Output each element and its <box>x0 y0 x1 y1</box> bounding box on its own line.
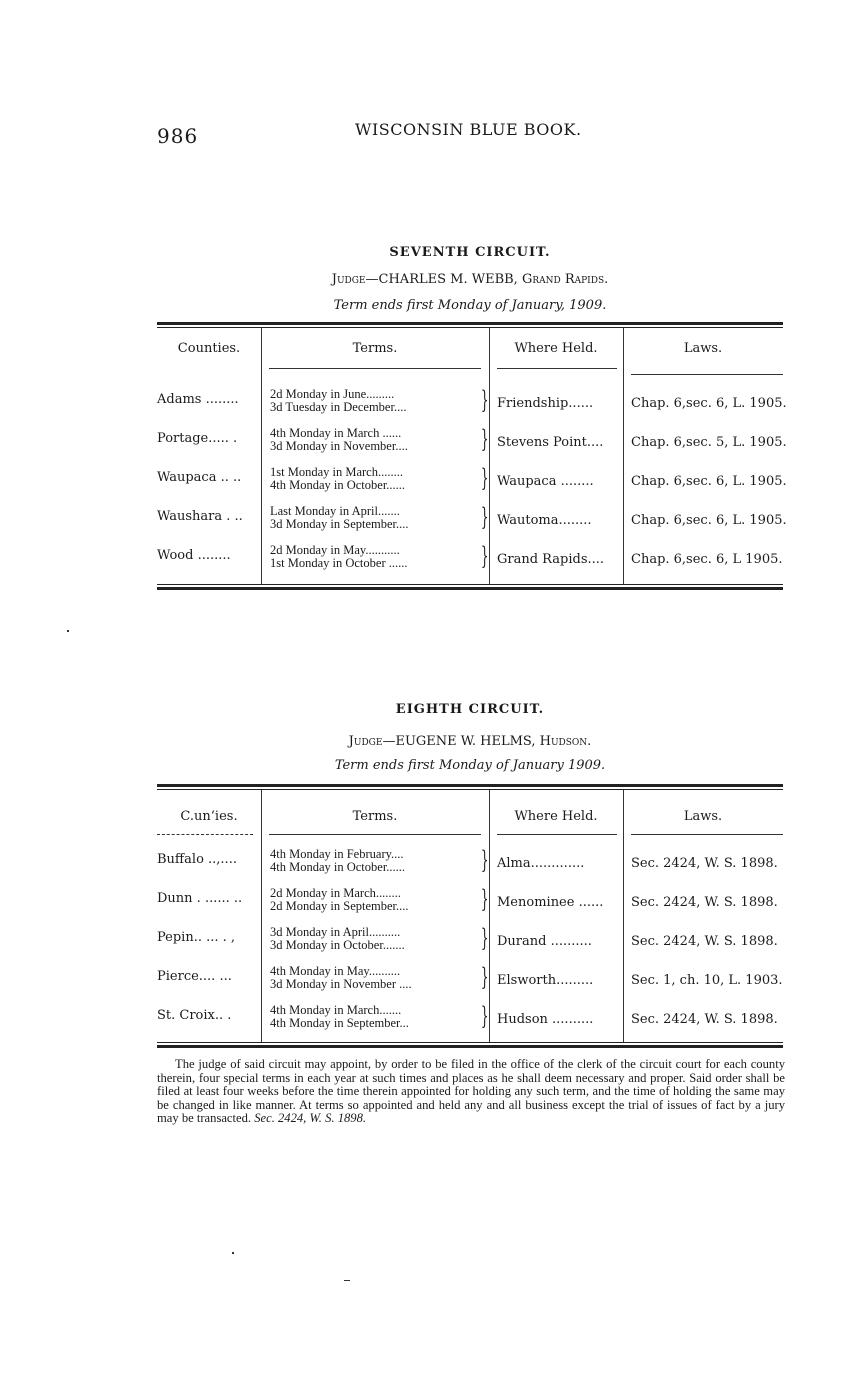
laws-cell: Sec. 2424, W. S. 1898. <box>631 934 778 949</box>
print-speck <box>232 1252 234 1254</box>
brace-glyph: } <box>480 885 489 913</box>
brace-glyph: } <box>480 464 489 492</box>
column-header-where-held: Where Held. <box>514 341 598 356</box>
where-held-cell: Alma............. <box>497 856 585 871</box>
terms-cell: 4th Monday in February.... 4th Monday in October...... <box>270 847 406 874</box>
terms-cell: 4th Monday in March....... 4th Monday in September... <box>270 1003 409 1030</box>
brace-glyph: } <box>480 386 489 414</box>
where-held-cell: Friendship...... <box>497 396 594 411</box>
laws-cell: Chap. 6,sec. 6, L. 1905. <box>631 396 787 411</box>
table-row <box>157 920 783 959</box>
terms-cell: 2d Monday in May........... 1st Monday in October ...... <box>270 543 408 570</box>
eighth-judge-line <box>0 734 859 749</box>
table-row <box>157 421 787 460</box>
terms-cell: 3d Monday in April.......... 3d Monday in October....... <box>270 925 405 952</box>
county-cell: Waushara . .. <box>157 509 243 524</box>
laws-cell: Chap. 6,sec. 6, L 1905. <box>631 552 783 567</box>
where-held-cell: Durand .......... <box>497 934 592 949</box>
laws-cell: Sec. 1, ch. 10, L. 1903. <box>631 973 783 988</box>
header-underline <box>497 368 617 369</box>
county-cell: Pierce.... ... <box>157 969 232 984</box>
brace-glyph: } <box>480 1002 489 1030</box>
eighth-circuit-title: EIGHTH CIRCUIT. <box>395 702 545 717</box>
county-cell: Portage..... . <box>157 431 238 446</box>
where-held-cell: Grand Rapids.... <box>497 552 605 567</box>
table-row <box>157 881 783 920</box>
where-held-cell: Hudson .......... <box>497 1012 594 1027</box>
brace-glyph: } <box>480 503 489 531</box>
laws-cell: Sec. 2424, W. S. 1898. <box>631 856 778 871</box>
county-cell: Adams ........ <box>157 392 239 407</box>
terms-cell: 2d Monday in March........ 2d Monday in September.... <box>270 886 409 913</box>
table-row <box>157 959 783 998</box>
eighth-circuit-table <box>157 784 783 1048</box>
eighth-judge-name: —EUGENE W. HELMS, <box>382 734 536 749</box>
where-held-cell: Elsworth......... <box>497 973 594 988</box>
seventh-circuit-table <box>157 322 787 590</box>
seventh-judge-name: —CHARLES M. WEBB, <box>365 272 518 287</box>
seventh-judge-line <box>0 272 859 287</box>
header-underline <box>631 834 783 835</box>
terms-cell: 4th Monday in March ...... 3d Monday in November.... <box>270 426 408 453</box>
table-row <box>157 538 783 577</box>
laws-cell: Chap. 6,sec. 5, L. 1905. <box>631 435 787 450</box>
eighth-judge-city: Hudson. <box>539 734 592 749</box>
table-row <box>157 499 787 538</box>
column-header-counties: C.un‘ies. <box>180 809 238 824</box>
terms-cell: 4th Monday in May.......... 3d Monday in November .... <box>270 964 412 991</box>
terms-cell: 1st Monday in March........ 4th Monday in October...... <box>270 465 406 492</box>
table-row <box>157 460 787 499</box>
laws-cell: Sec. 2424, W. S. 1898. <box>631 895 778 910</box>
table-bottom-rule <box>157 1042 783 1048</box>
header-underline <box>269 368 481 369</box>
where-held-cell: Waupaca ........ <box>497 474 594 489</box>
header-underline <box>497 834 617 835</box>
laws-cell: Sec. 2424, W. S. 1898. <box>631 1012 778 1027</box>
print-speck <box>344 1280 350 1281</box>
terms-cell: 2d Monday in June......... 3d Tuesday in December.... <box>270 387 407 414</box>
table-bottom-rule <box>157 584 783 590</box>
where-held-cell: Menominee ...... <box>497 895 604 910</box>
eighth-judge-prefix: Judge <box>348 734 383 749</box>
header-underline <box>157 834 253 835</box>
laws-cell: Chap. 6,sec. 6, L. 1905. <box>631 513 787 528</box>
table-row <box>157 998 783 1037</box>
laws-cell: Chap. 6,sec. 6, L. 1905. <box>631 474 787 489</box>
print-speck <box>67 630 69 632</box>
column-header-terms: Terms. <box>352 809 398 824</box>
brace-glyph: } <box>480 542 489 570</box>
footnote-paragraph <box>157 1058 785 1126</box>
header-underline <box>631 374 783 375</box>
table-body <box>157 790 783 1042</box>
column-header-terms: Terms. <box>352 341 398 356</box>
seventh-circuit-title: SEVENTH CIRCUIT. <box>389 245 551 260</box>
county-cell: Wood ........ <box>157 548 231 563</box>
page-number: 986 <box>157 124 199 148</box>
county-cell: Pepin.. ... . , <box>157 930 236 945</box>
table-row <box>157 842 783 881</box>
column-header-where-held: Where Held. <box>514 809 598 824</box>
footnote-citation: Sec. 2424, W. S. 1898. <box>254 1111 367 1125</box>
where-held-cell: Wautoma........ <box>497 513 592 528</box>
county-cell: St. Croix.. . <box>157 1008 232 1023</box>
column-header-laws: Laws. <box>683 809 723 824</box>
header-underline <box>269 834 481 835</box>
seventh-term-ends: Term ends first Monday of January, 1909. <box>333 298 607 313</box>
table-header <box>157 790 783 830</box>
where-held-cell: Stevens Point.... <box>497 435 604 450</box>
county-cell: Buffalo ..,.... <box>157 852 237 867</box>
terms-cell: Last Monday in April....... 3d Monday in September.... <box>270 504 409 531</box>
brace-glyph: } <box>480 425 489 453</box>
eighth-term-ends: Term ends first Monday of January 1909. <box>334 758 606 773</box>
seventh-judge-prefix: Judge <box>331 272 366 287</box>
running-head: WISCONSIN BLUE BOOK. <box>355 120 582 139</box>
table-row <box>157 382 787 421</box>
table-body <box>157 328 787 584</box>
brace-glyph: } <box>480 963 489 991</box>
column-header-laws: Laws. <box>683 341 723 356</box>
seventh-judge-city: Grand Rapids. <box>521 272 609 287</box>
county-cell: Waupaca .. .. <box>157 470 242 485</box>
county-cell: Dunn . ...... .. <box>157 891 243 906</box>
table-header <box>157 328 783 368</box>
brace-glyph: } <box>480 846 489 874</box>
column-header-counties: Counties. <box>177 341 241 356</box>
footnote-text: The judge of said circuit may appoint, by order to be filed in the office of the clerk of the circuit court for each county therein, four special terms in each year at such times and places as he shall deem necessary and proper. Said order shall be filed at least four weeks before the time therein appointed for holding any such term, and the time of holding the same may be changed in like manner. At terms so appointed and held any and all business except the trial of issues of fact by a jury may be transacted. <box>157 1057 785 1125</box>
brace-glyph: } <box>480 924 489 952</box>
